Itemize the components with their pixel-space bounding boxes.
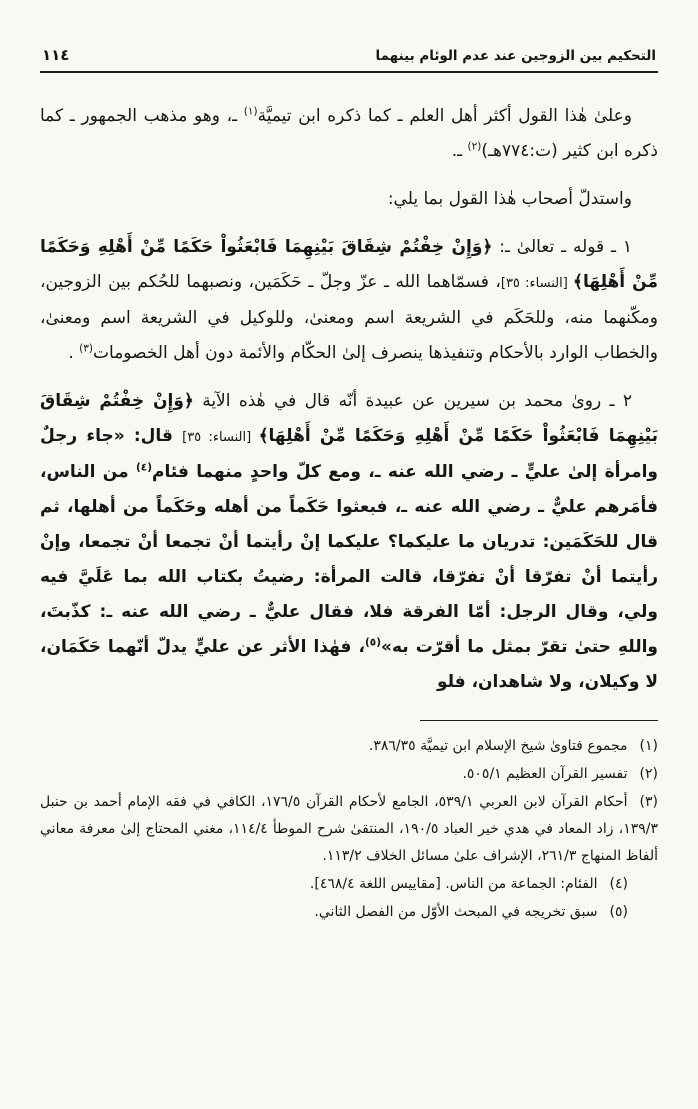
footnote-text: الفئام: الجماعة من الناس. [مقاييس اللغة ٤٦٨/٤]. <box>309 876 598 892</box>
text-run: واستدلّ أصحاب هٰذا القول بما يلي: <box>387 189 632 209</box>
body-text <box>40 99 658 700</box>
footnote <box>40 761 658 788</box>
verse-reference: [النساء: ٣٥] <box>500 276 574 291</box>
verse-reference: [النساء: ٣٥] <box>182 430 259 445</box>
footnote-text: مجموع فتاوىٰ شيخ الإسلام ابن تيميَّة ٣٨٦/٣٥. <box>368 738 628 754</box>
text-run: وعلىٰ هٰذا القول أكثر أهل العلم ـ كما ذكره ابن تيميَّة <box>257 106 632 126</box>
text-run: ، فسمّاهما الله ـ عزّ وجلّ ـ حَكَمَين، ونصبهما للحُكم بين الزوجين، ومكّنهما منه، وللحَكَم في الشريعة اسم ومعنىٰ، وللوكيل في الشريعة اسم ومعنىٰ، والخطاب الوارد بالأحكام وتنفيذها ينصرف إلىٰ الحكّام والأئمة دون أهل الخصومات <box>40 272 658 363</box>
text-run: ـ، وهو مذهب الجمهور ـ كما ذكره ابن كثير (ت:٧٧٤هـ) <box>40 106 658 161</box>
text-run: . <box>68 343 80 363</box>
footnote <box>40 899 658 926</box>
quran-verse: ﴿وَإِنْ خِفْتُمْ شِقَاقَ بَيْنِهِمَا فَابْعَثُواْ حَكَمًا مِّنْ أَهْلِهِ وَحَكَمًا مِّنْ أَهْلِهَا﴾ <box>40 391 658 446</box>
paragraph <box>40 384 658 700</box>
text-run: ١ ـ قوله ـ تعالىٰ ـ: <box>492 237 632 257</box>
footnote <box>40 871 658 898</box>
text-run: ٢ ـ روىٰ محمد بن سيرين عن عبيدة أنّه قال في هٰذه الآية <box>193 391 632 411</box>
footnote-marker: (١) <box>243 105 258 118</box>
footnote-number: (٥) <box>609 904 628 920</box>
header-rule <box>40 71 658 73</box>
quran-verse: ﴿وَإِنْ خِفْتُمْ شِقَاقَ بَيْنِهِمَا فَابْعَثُواْ حَكَمًا مِّنْ أَهْلِهِ وَحَكَمًا مِّنْ أَهْلِهَا﴾ <box>40 237 658 292</box>
running-title: التحكيم بين الزوجين عند عدم الوئام بينهما <box>375 48 656 64</box>
footnote-marker: (٥) <box>364 636 381 649</box>
footnote-text: تفسير القرآن العظيم ٥٠٥/١. <box>462 766 628 782</box>
footnote-number: (٢) <box>639 766 658 782</box>
page-number: ١١٤ <box>42 46 70 64</box>
paragraph <box>40 182 658 217</box>
footnote-marker: (٣) <box>79 342 94 355</box>
footnote-marker: (٤) <box>135 461 152 474</box>
footnote-text: سبق تخريجه في المبحث الأوّل من الفصل الثاني. <box>314 904 598 920</box>
footnote-separator-rule <box>420 720 658 721</box>
footnotes <box>40 733 658 926</box>
page-header <box>40 46 658 71</box>
paragraph <box>40 99 658 169</box>
text-run: من الناس، فأمَرهم عليٌّ ـ رضي الله عنه ـ، فبعثوا حَكَماً من أهله وحَكَماً من أهلها، ثم قال للحَكَمَين: تدريان ما عليكما؟ عليكما إنْ رأيتما أنْ تجمعا أنْ تجمعا، وإنْ رأيتما أنْ تفرّقا أنْ تفرّقا، قالت المرأة: رضيتُ بكتاب الله بما عَلَيَّ فيه ولي، وقال الرجل: أمّا الفرقة فلا، فقال عليٌّ ـ رضي الله عنه ـ: كذّبتَ، واللهِ حتىٰ تقرّ بمثل ما أقرّت به» <box>40 462 658 657</box>
text-run: ـ. <box>451 141 468 161</box>
footnote-marker: (٢) <box>467 140 482 153</box>
paragraph <box>40 230 658 371</box>
text-run: قال: «جاء رجلٌ وامرأة إلىٰ عليٍّ ـ رضي الله عنه ـ، ومع كلّ واحدٍ منهما فئام <box>40 426 658 482</box>
footnote <box>40 789 658 870</box>
footnote-text: أحكام القرآن لابن العربي ٥٣٩/١، الجامع لأحكام القرآن ١٧٦/٥، الكافي في فقه الإمام أحمد بن حنبل ١٣٩/٣، زاد المعاد في هدي خير العباد ١٩٠/٥، المنتقىٰ شرح الموطأ ١١٤/٤، مغني المحتاج إلىٰ معرفة معاني ألفاظ المنهاج ٢٦١/٣، الإشراف علىٰ مسائل الخلاف ١١٣/٢. <box>40 794 658 864</box>
footnote-number: (٣) <box>639 794 658 810</box>
text-run: ، فهٰذا الأثر عن عليٍّ يدلّ أنّهما حَكَمَان، لا وكيلان، ولا شاهدان، فلو <box>40 637 658 692</box>
footnote-number: (٤) <box>609 876 628 892</box>
footnote-number: (١) <box>639 738 658 754</box>
footnote <box>40 733 658 760</box>
